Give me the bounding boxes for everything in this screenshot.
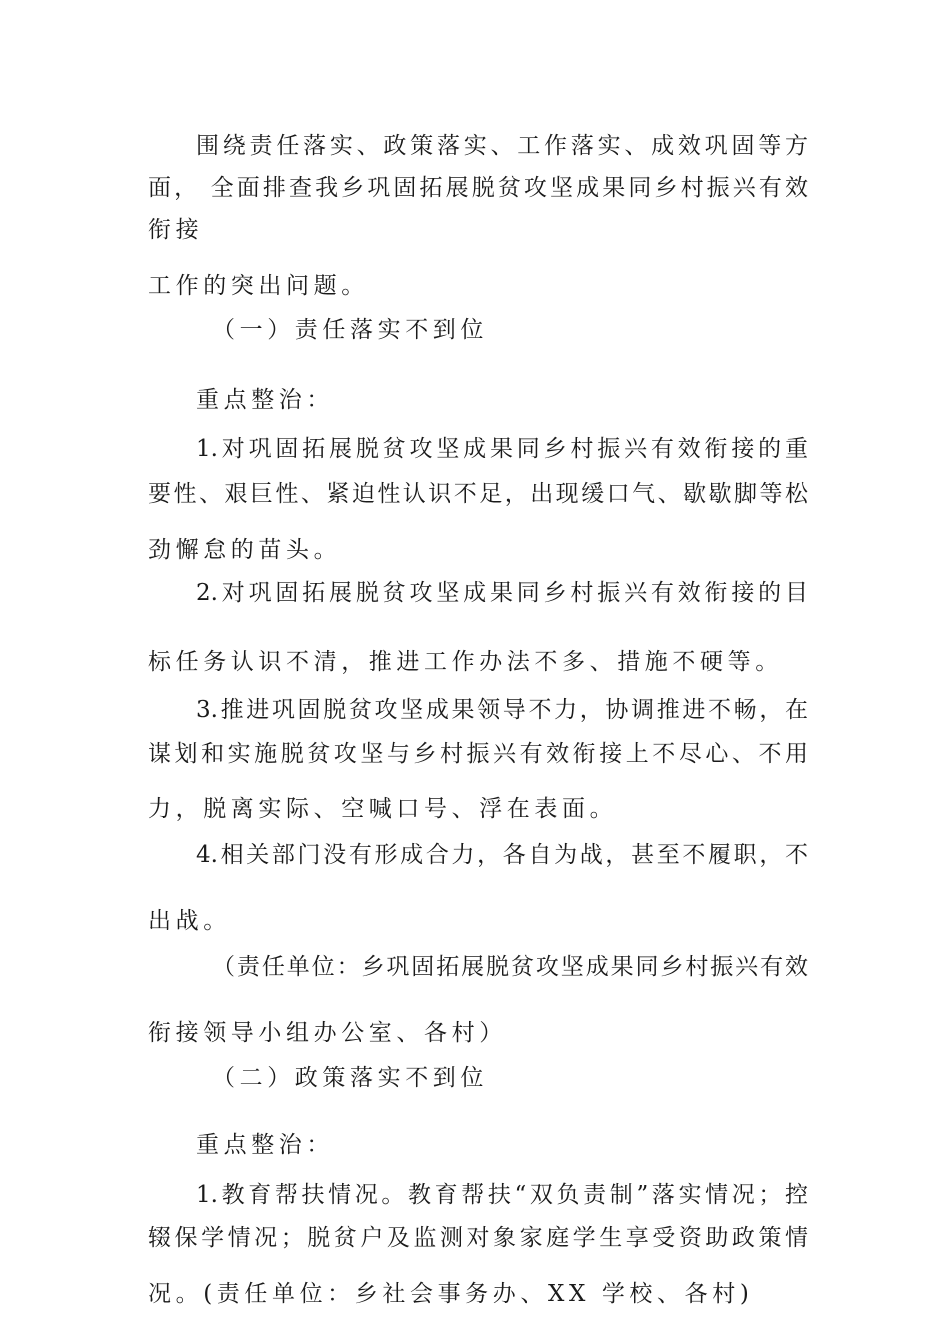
responsible-unit-line: 衔接领导小组办公室、各村）: [148, 1020, 507, 1046]
paragraph-line: 衔接: [148, 217, 204, 243]
list-item-line: 1.对巩固拓展脱贫攻坚成果同乡村振兴有效衔接的重: [196, 436, 808, 462]
list-item-line: 谋划和实施脱贫攻坚与乡村振兴有效衔接上不尽心、不用: [148, 741, 808, 767]
list-item-line: 辍保学情况；脱贫户及监测对象家庭学生享受资助政策情: [148, 1225, 808, 1251]
list-item-line: 3.推进巩固脱贫攻坚成果领导不力，协调推进不畅，在: [196, 697, 808, 723]
paragraph-line: 工作的突出问题。: [148, 273, 369, 299]
section-heading: （一）责任落实不到位: [212, 317, 488, 343]
list-item-line: 劲懈怠的苗头。: [148, 537, 342, 563]
list-item-line: 4.相关部门没有形成合力，各自为战，甚至不履职，不: [196, 842, 808, 868]
list-item-line: 力，脱离实际、空喊口号、浮在表面。: [148, 796, 618, 822]
subheading: 重点整治：: [196, 1132, 334, 1158]
list-item-line: 2.对巩固拓展脱贫攻坚成果同乡村振兴有效衔接的目: [196, 580, 808, 606]
section-heading: （二）政策落实不到位: [212, 1065, 488, 1091]
paragraph-line: 围绕责任落实、政策落实、工作落实、成效巩固等方: [196, 133, 808, 159]
list-item-line: 要性、艰巨性、紧迫性认识不足，出现缓口气、歇歇脚等松: [148, 481, 808, 507]
list-item-line: 出战。: [148, 908, 231, 934]
list-item-line: 况。(责任单位：乡社会事务办、XX 学校、各村): [148, 1281, 754, 1307]
responsible-unit-line: （责任单位：乡巩固拓展脱贫攻坚成果同乡村振兴有效: [212, 954, 808, 980]
paragraph-line: 面， 全面排查我乡巩固拓展脱贫攻坚成果同乡村振兴有效: [148, 175, 808, 201]
list-item-line: 1.教育帮扶情况。教育帮扶“双负责制”落实情况；控: [196, 1182, 808, 1208]
list-item-line: 标任务认识不清，推进工作办法不多、措施不硬等。: [148, 649, 783, 675]
subheading: 重点整治：: [196, 387, 334, 413]
